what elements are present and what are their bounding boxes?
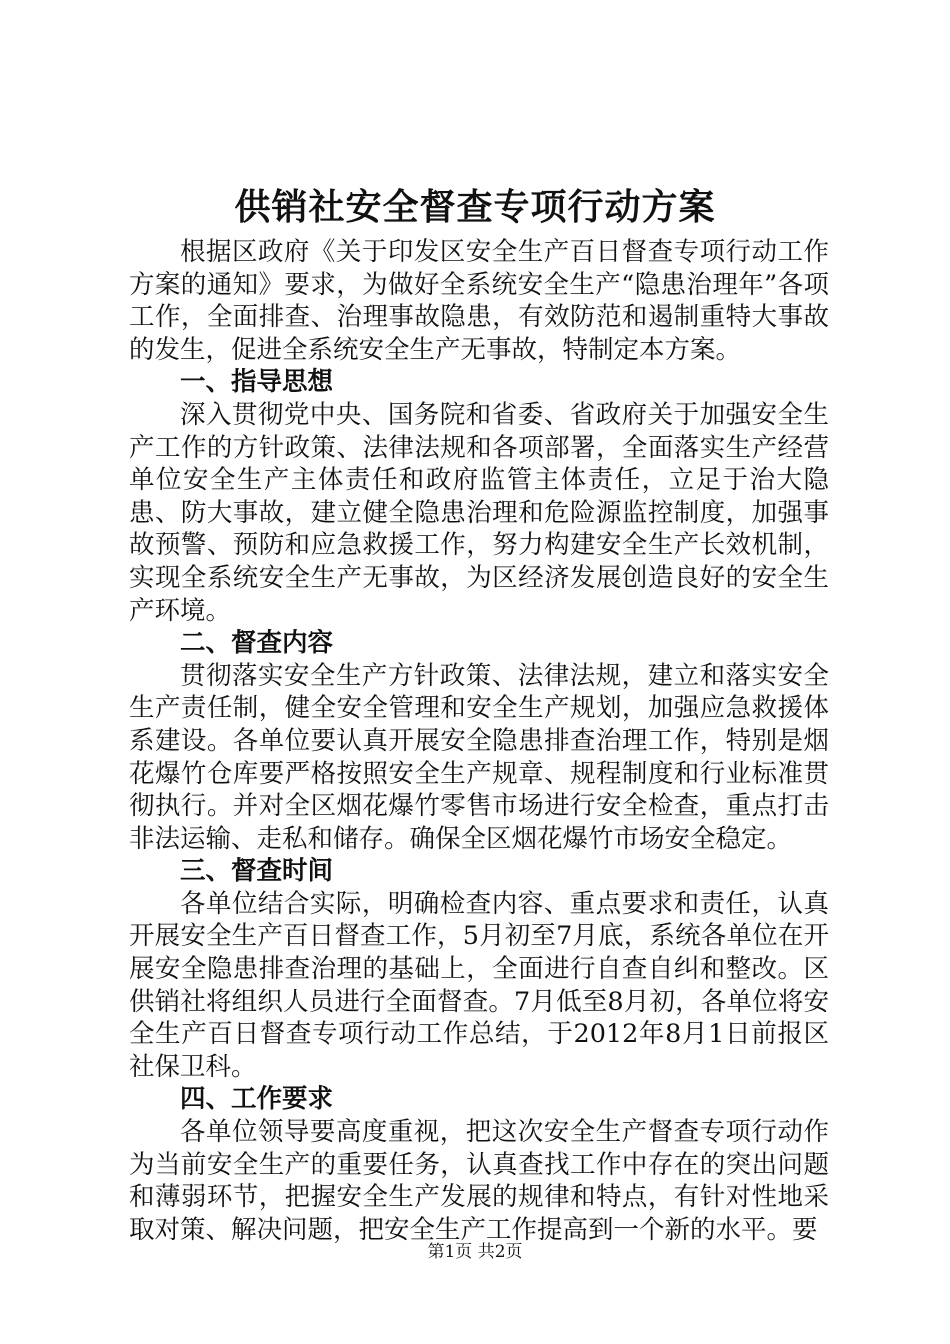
section-paragraph: 贯彻落实安全生产方针政策、法律法规，建立和落实安全生产责任制，健全安全管理和安全生产规划，加强应急救援体系建设。各单位要认真开展安全隐患排查治理工作，特别是烟花爆竹仓库要严格按照安全生产规章、规程制度和行业标准贯彻执行。并对全区烟花爆竹零售市场进行安全检查，重点打击非法运输、走私和储存。确保全区烟花爆竹市场安全稳定。 xyxy=(129,660,829,854)
section-inspection-content xyxy=(129,627,829,855)
section-work-requirements xyxy=(129,1083,829,1246)
section-guiding-ideology xyxy=(129,366,829,627)
document-body xyxy=(129,236,829,1246)
section-heading: 二、督查内容 xyxy=(180,628,334,659)
section-heading: 一、指导思想 xyxy=(180,367,334,398)
document-title: 供销社安全督查专项行动方案 xyxy=(234,187,716,228)
section-paragraph: 各单位领导要高度重视，把这次安全生产督查专项行动作为当前安全生产的重要任务，认真查找工作中存在的突出问题和薄弱环节，把握安全生产发展的规律和特点，有针对性地采取对策、解决问题，把安全生产工作提高到一个新的水平。要 xyxy=(129,1117,829,1245)
section-paragraph: 深入贯彻党中央、国务院和省委、省政府关于加强安全生产工作的方针政策、法律法规和各项部署，全面落实生产经营单位安全生产主体责任和政府监管主体责任，立足于治大隐患、防大事故，建立健全隐患治理和危险源监控制度，加强事故预警、预防和应急救援工作，努力构建安全生产长效机制，实现全系统安全生产无事故，为区经济发展创造良好的安全生产环境。 xyxy=(129,399,829,626)
section-heading: 四、工作要求 xyxy=(180,1084,334,1115)
intro-paragraph: 根据区政府《关于印发区安全生产百日督查专项行动工作方案的通知》要求，为做好全系统安全生产“隐患治理年”各项工作，全面排查、治理事故隐患，有效防范和遏制重特大事故的发生，促进全系统安全生产无事故，特制定本方案。 xyxy=(129,237,829,365)
section-paragraph: 各单位结合实际，明确检查内容、重点要求和责任，认真开展安全生产百日督查工作，5月初至7月底，系统各单位在开展安全隐患排查治理的基础上，全面进行自查自纠和整改。区供销社将组织人员进行全面督查。7月低至8月初，各单位将安全生产百日督查专项行动工作总结，于2012年8月1日前报区社保卫科。 xyxy=(129,888,829,1082)
section-heading: 三、督查时间 xyxy=(180,856,334,887)
section-inspection-time xyxy=(129,855,829,1083)
page-number-footer: 第1页 共2页 xyxy=(427,1242,523,1262)
